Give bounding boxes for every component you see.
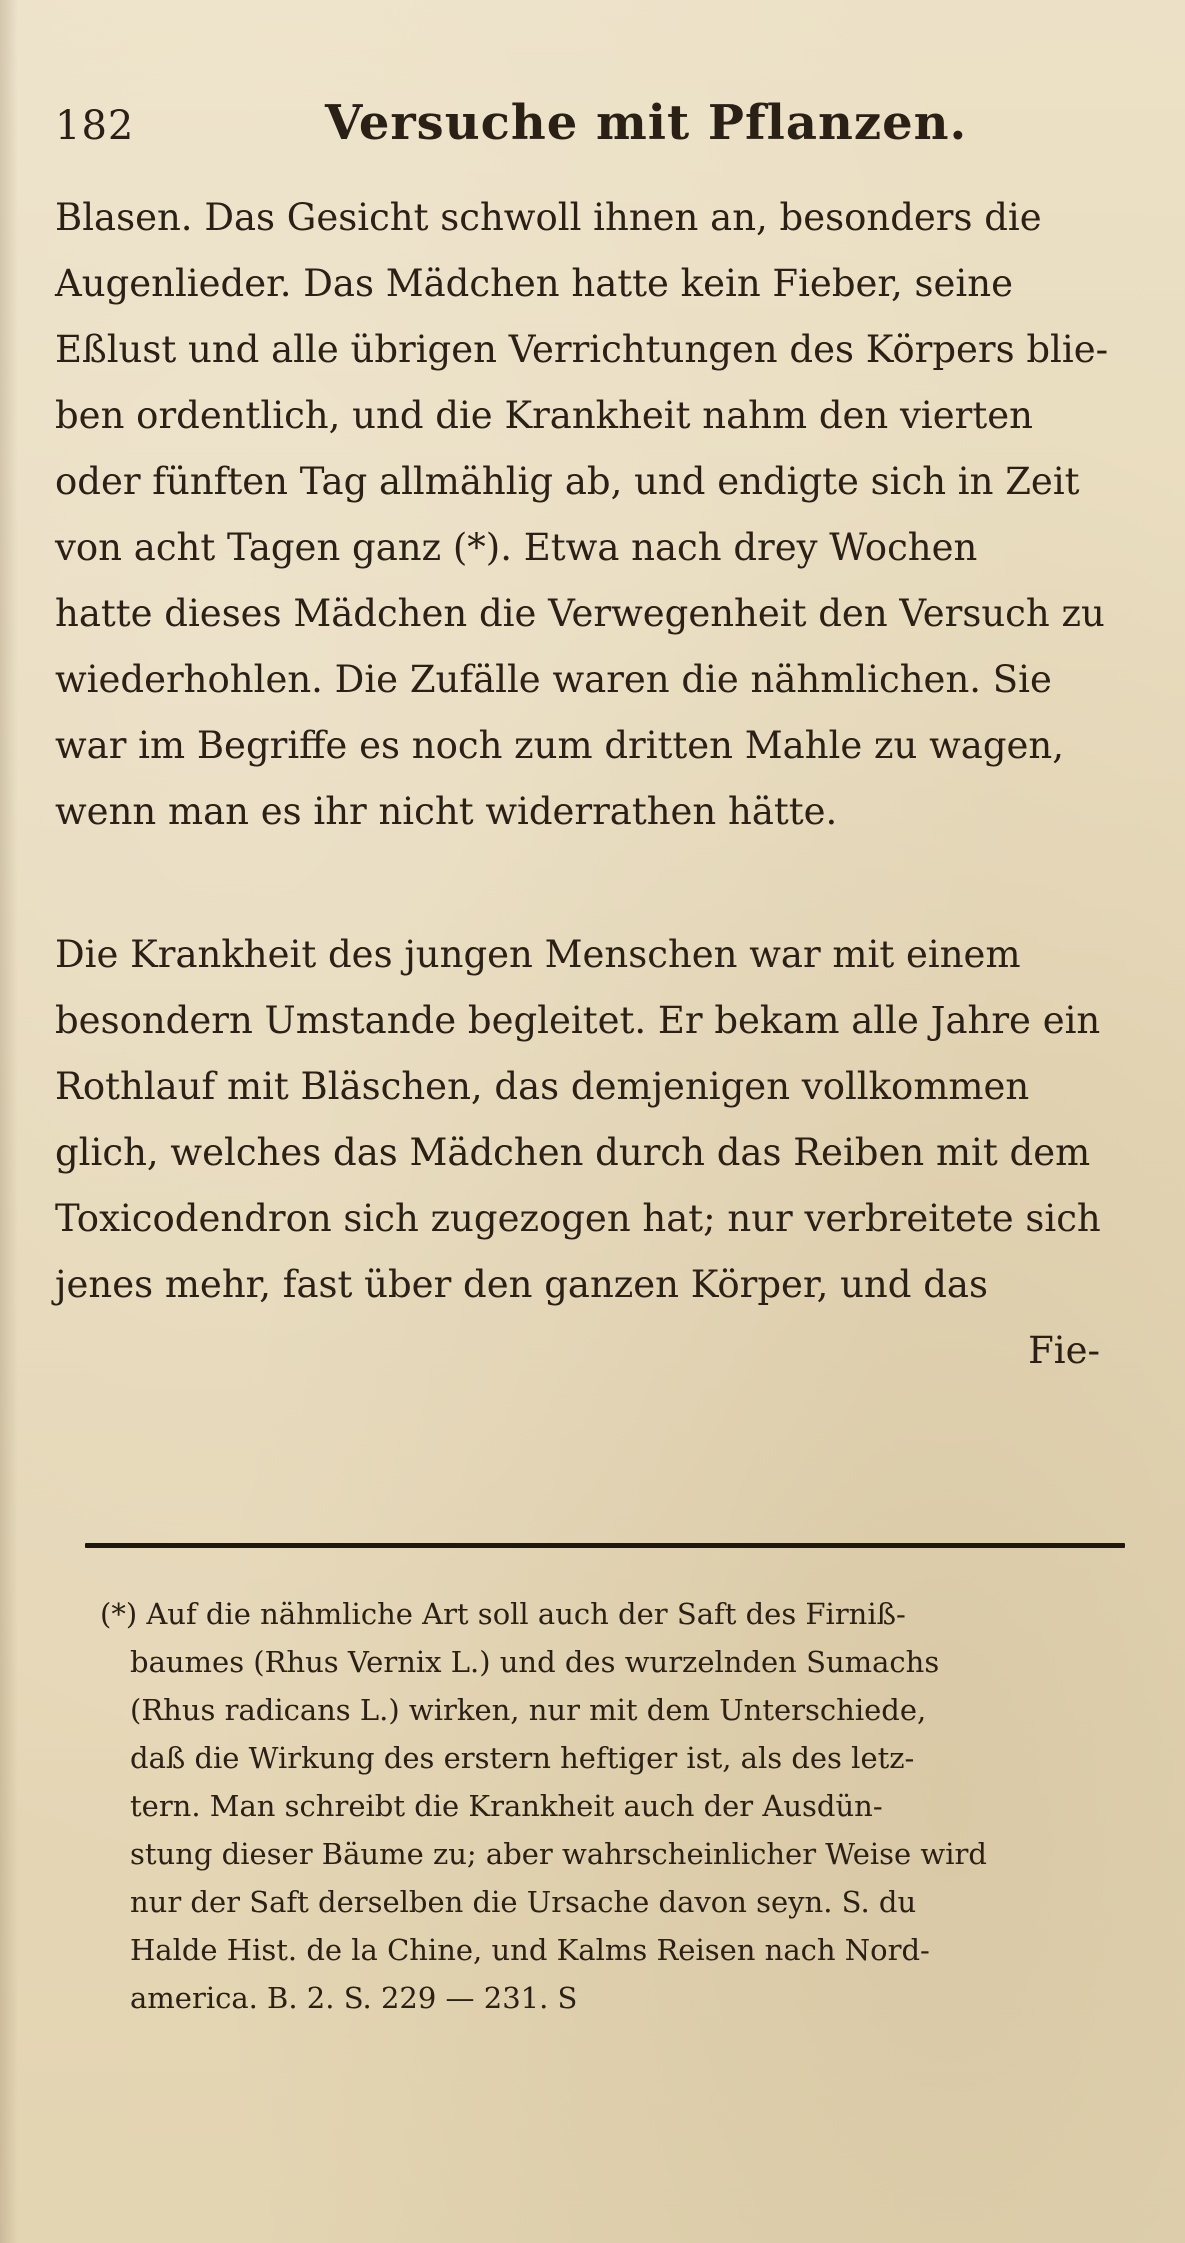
footnote-separator-rule bbox=[85, 1543, 1125, 1548]
text-line: war im Begriffe es noch zum dritten Mahle zu wagen, bbox=[55, 724, 1065, 767]
footnote-line: daß die Wirkung des erstern heftiger ist, als des letz- bbox=[130, 1741, 915, 1775]
page-header bbox=[55, 95, 1125, 175]
paragraph-2 bbox=[55, 922, 1130, 1384]
catchword: Fie- bbox=[1028, 1329, 1100, 1372]
text-line: jenes mehr, fast über den ganzen Körper, und das bbox=[55, 1263, 988, 1306]
footnote-line: nur der Saft derselben die Ursache davon seyn. S. du bbox=[130, 1885, 917, 1919]
text-line: von acht Tagen ganz (*). Etwa nach drey Wochen bbox=[55, 526, 978, 569]
footnote-line: (*) Auf die nähmliche Art soll auch der Saft des Firniß- bbox=[100, 1597, 906, 1631]
footnote-line: (Rhus radicans L.) wirken, nur mit dem Unterschiede, bbox=[130, 1693, 927, 1727]
footnote-line: america. B. 2. S. 229 — 231. S bbox=[130, 1981, 578, 2015]
footnote-line: baumes (Rhus Vernix L.) und des wurzelnden Sumachs bbox=[130, 1645, 940, 1679]
page-number: 182 bbox=[55, 103, 135, 149]
paragraph-1 bbox=[55, 185, 1130, 845]
text-line: wiederhohlen. Die Zufälle waren die nähmlichen. Sie bbox=[55, 658, 1052, 701]
footnote-line: stung dieser Bäume zu; aber wahrscheinlicher Weise wird bbox=[130, 1837, 987, 1871]
text-line: ben ordentlich, und die Krankheit nahm den vierten bbox=[55, 394, 1033, 437]
text-line: Toxicodendron sich zugezogen hat; nur verbreitete sich bbox=[55, 1197, 1101, 1240]
text-line: glich, welches das Mädchen durch das Reiben mit dem bbox=[55, 1131, 1091, 1174]
footnote-line: Halde Hist. de la Chine, und Kalms Reisen nach Nord- bbox=[130, 1933, 930, 1967]
text-line: hatte dieses Mädchen die Verwegenheit den Versuch zu bbox=[55, 592, 1105, 635]
running-title: Versuche mit Pflanzen. bbox=[325, 95, 968, 151]
text-line: Die Krankheit des jungen Menschen war mit einem bbox=[55, 933, 1021, 976]
text-line: Blasen. Das Gesicht schwoll ihnen an, besonders die bbox=[55, 196, 1042, 239]
footnote-line: tern. Man schreibt die Krankheit auch der Ausdün- bbox=[130, 1789, 883, 1823]
text-line: besondern Umstande begleitet. Er bekam alle Jahre ein bbox=[55, 999, 1101, 1042]
footnote bbox=[100, 1590, 1130, 2022]
text-line: Rothlauf mit Bläschen, das demjenigen vollkommen bbox=[55, 1065, 1030, 1108]
text-line: oder fünften Tag allmählig ab, und endigte sich in Zeit bbox=[55, 460, 1080, 503]
main-text bbox=[55, 185, 1130, 1384]
text-line: Augenlieder. Das Mädchen hatte kein Fieber, seine bbox=[55, 262, 1013, 305]
page-edge-shadow bbox=[0, 0, 18, 2243]
text-line: wenn man es ihr nicht widerrathen hätte. bbox=[55, 790, 838, 833]
text-line: Eßlust und alle übrigen Verrichtungen des Körpers blie- bbox=[55, 328, 1109, 371]
